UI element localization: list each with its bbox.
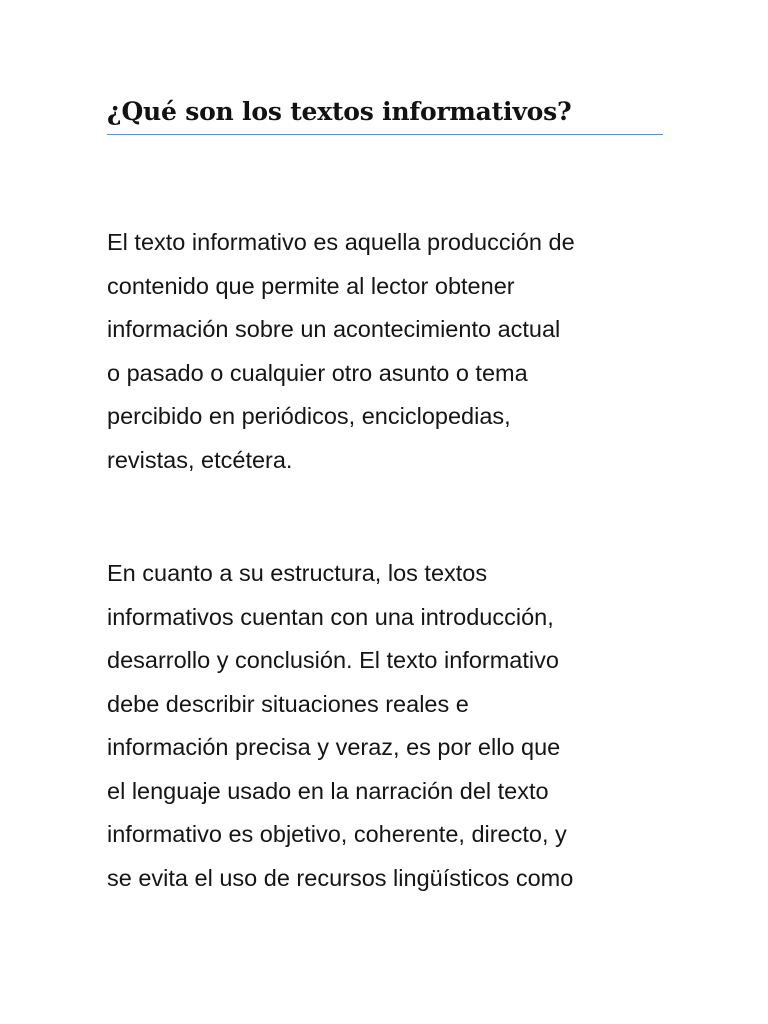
paragraph-line: En cuanto a su estructura, los textos bbox=[107, 560, 488, 586]
paragraph-2 bbox=[107, 552, 677, 900]
paragraph-line: el lenguaje usado en la narración del texto bbox=[107, 777, 549, 804]
paragraph-line: o pasado o cualquier otro asunto o tema bbox=[107, 359, 528, 386]
paragraph-line: El texto informativo es aquella producción de bbox=[107, 229, 575, 255]
title-block bbox=[107, 92, 663, 135]
paragraph-line: información precisa y veraz, es por ello que bbox=[107, 734, 561, 760]
paragraph-line: revistas, etcétera. bbox=[107, 446, 293, 473]
paragraph-line: desarrollo y conclusión. El texto informativo bbox=[107, 647, 559, 673]
title-underline-rule bbox=[107, 134, 663, 135]
page-title: ¿Qué son los textos informativos? bbox=[107, 97, 572, 126]
paragraph-line: información sobre un acontecimiento actual bbox=[107, 316, 561, 342]
paragraph-1 bbox=[107, 221, 677, 482]
paragraph-line: informativo es objetivo, coherente, directo, y bbox=[107, 821, 567, 847]
paragraph-line: contenido que permite al lector obtener bbox=[107, 272, 515, 299]
paragraph-line: debe describir situaciones reales e bbox=[107, 690, 469, 717]
paragraph-line: se evita el uso de recursos lingüísticos como bbox=[107, 864, 574, 891]
paragraph-line: informativos cuentan con una introducción, bbox=[107, 603, 554, 630]
paragraph-line: percibido en periódicos, enciclopedias, bbox=[107, 403, 511, 429]
